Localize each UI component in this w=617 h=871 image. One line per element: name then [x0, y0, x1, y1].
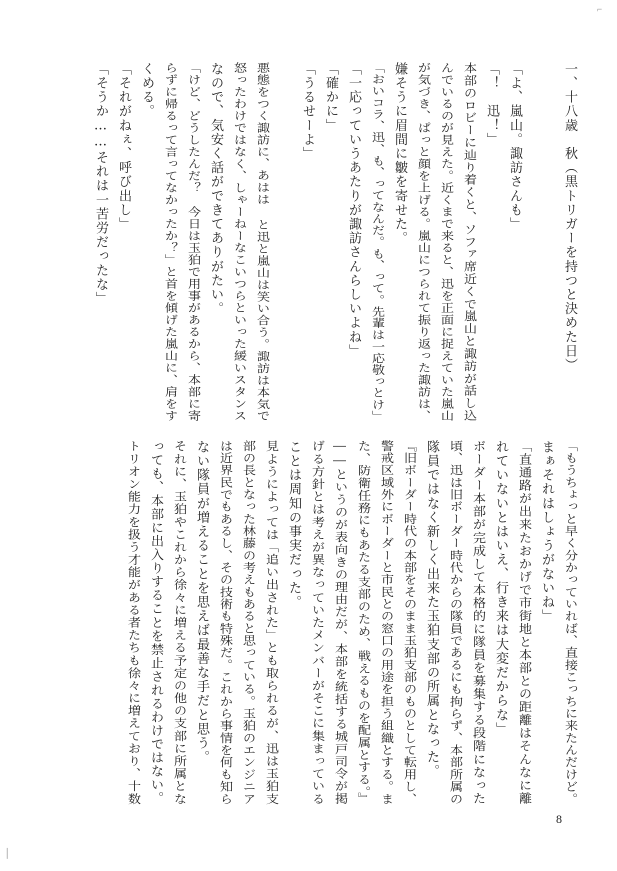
upper-line-18: 「そうか……それは一苦労だったな」 — [93, 62, 108, 306]
upper-line-10: 「うるせーよ」 — [300, 62, 315, 161]
upper-line-11: 悪態をつく諏訪に、あはは と迅と嵐山は笑い合う。諏訪は本気で — [254, 62, 269, 422]
upper-line-9: 「確かに」 — [323, 62, 338, 133]
page-number: 8 — [556, 812, 562, 826]
upper-line-17: 「それがねぇ、呼び出し」 — [116, 62, 131, 232]
lower-line-18: それに、玉狛やこれから徐々に増える予定の他の支部に所属とな — [171, 440, 186, 806]
lower-line-3: 「直通路が出来たおかげで市街地と本部との距離はそんなに離 — [516, 440, 531, 805]
lower-line-6: 頃、迅は旧ボーダー時代からの隊員であるにも拘らず、本部所属の — [447, 440, 462, 806]
crop-mark-top-right: ⌐ — [597, 4, 603, 14]
upper-line-8: 「一応っていうあたりが諏訪さんらしいよね」 — [346, 62, 361, 359]
upper-line-1: 「よ、嵐山。諏訪さんも」 — [507, 62, 522, 232]
upper-line-4: んでいるのが見えた。近くまで来ると、迅を正面に捉えていた嵐山 — [438, 62, 453, 422]
lower-line-20: トリオン能力を扱う才能がある者たちも徐々に増えており、十数 — [125, 440, 140, 806]
lower-line-7: 隊員ではなく新しく出来た玉狛支部の所属となった。 — [424, 440, 439, 779]
lower-line-14: 見ようによっては「追い出された」とも取られるが、迅は玉狛支 — [263, 440, 278, 806]
upper-line-12: 怒ったわけではなく、しゃーねーなこいつらといった緩いスタンス — [231, 62, 246, 422]
lower-line-5: ボーダー本部が完成して本格的に隊員を募集する段階になった — [470, 440, 485, 805]
upper-line-7: 「おいコラ、迅、も、ってなんだ。も、って。先輩は一応敬っとけ」 — [369, 62, 384, 423]
lower-line-19: っても、本部に出入りすることを禁止されるわけではない。 — [148, 440, 163, 806]
lower-line-4: れていないとはいえ、行き来は大変だからな」 — [493, 440, 508, 737]
crop-mark-bottom-left: │ — [4, 848, 11, 858]
upper-line-15: らずに帰るって言ってなかったか？」と首を傾げた嵐山に、肩をす — [162, 62, 177, 422]
lower-line-17: ない隊員が増えることを思えば最善な手だと思う。 — [194, 440, 209, 765]
lower-line-2: まぁそれはしょうがないね」 — [539, 440, 554, 624]
lower-line-1: 「もうちょっと早く分かっていれば、直接こっちに来たんだけど。 — [562, 440, 577, 806]
lower-line-10: た、防衛任務にもあたる支部のため、戦えるものを配属とする。』 — [355, 440, 370, 805]
chapter-heading: 一、十八歳 秋（黒トリガーを持つと決めた日） — [562, 62, 577, 373]
lower-line-8: 『旧ボーダー時代の本部をそのまま玉狛支部のものとして転用し、 — [401, 440, 416, 806]
upper-line-5: が気づき、ぱっと顔を上げる。嵐山につられて振り返った諏訪は、 — [415, 62, 430, 422]
lower-line-11: ――というのが表向きの理由だが、本部を統括する城戸司令が掲 — [332, 440, 347, 806]
upper-line-6: 嫌そうに眉間に皺を寄せた。 — [392, 62, 407, 246]
upper-line-14: 「けど、どうしたんだ？ 今日は玉狛で用事があるから、本部に寄 — [185, 62, 200, 422]
upper-line-3: 本部のロビーに辿り着くと、ソファ席近くで嵐山と諏訪が話し込 — [461, 62, 476, 422]
upper-line-16: くめる。 — [139, 62, 154, 119]
lower-line-15: 部の長となった林藤の考えもあると思っている。玉狛のエンジニア — [240, 440, 255, 806]
lower-line-13: ことは周知の事実だった。 — [286, 440, 301, 610]
lower-line-16: は近界民でもあるし、その技術も特殊だ。これから事情を何も知ら — [217, 440, 232, 806]
upper-line-2: 「！ 迅！」 — [484, 62, 499, 147]
lower-line-9: 警戒区域外にボーダーと市民との窓口の用途を担う組織とする。ま — [378, 440, 393, 806]
upper-line-13: なので、気安く話ができてありがたい。 — [208, 62, 223, 316]
lower-line-12: げる方針とは考えが異なっていたメンバーがそこに集まっている — [309, 440, 324, 806]
